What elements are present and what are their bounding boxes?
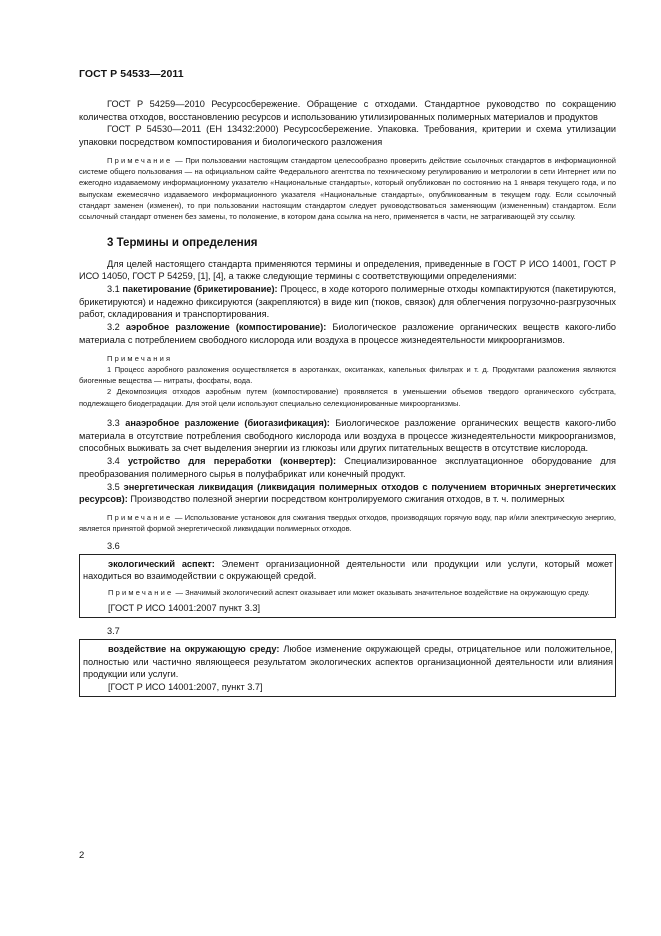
note-label: Примечание bbox=[108, 587, 174, 597]
term-definition: Элемент организационной деятельности или продукции или услуги, который может находиться во взаимодействии с окружающей средой. bbox=[83, 558, 614, 582]
term-name: устройство для переработки (конвертер): bbox=[128, 456, 337, 467]
term-number: 3.4 bbox=[107, 456, 120, 467]
term-3-7 bbox=[83, 643, 613, 681]
term-name: аэробное разложение (компостирование): bbox=[125, 322, 327, 333]
term-3-6-note bbox=[83, 587, 613, 598]
term-3-7-box bbox=[79, 639, 616, 697]
term-name: анаэробное разложение (биогазификация): bbox=[125, 418, 330, 428]
term-source: [ГОСТ Р ИСО 14001:2007, пункт 3.7] bbox=[108, 682, 263, 693]
reference-item: ГОСТ Р 54259—2010 Ресурсосбережение. Обращение с отходами. Стандартное руководство по сокращению количества отходов, восстановлению ресурсов и использованию утилизированных полимерных материалов и продуктов bbox=[79, 99, 616, 122]
term-definition: Любое изменение окружающей среды, отрицательное или положительное, полностью или частично являющееся результатом экологических аспектов организационной деятельности или влияния продукции или услуги. bbox=[83, 643, 613, 680]
note-text: — При пользовании настоящим стандартом целесообразно проверить действие ссылочных стандартов в информационной системе общего пользования — на официальном сайте Федерального агентства по техническому регулированию и метрологии в сети Интернет или по ежегодно издаваемому информационному указателю «Национальные стандарты», который опубликован по состоянию на 1 января текущего года, и по выпускам ежемесячно издаваемого информационного указателя «Национальные стандарты», опубликованным в текущем году. Если ссылочный стандарт заменен (изменен), то при пользовании настоящим стандартом следует руководствоваться заменяющим (измененным) стандартом. Если ссылочный стандарт отменен без замены, то положение, в котором дана ссылка на него, применяется в части, не затрагивающей эту ссылку. bbox=[79, 155, 616, 222]
document-header: ГОСТ Р 54533—2011 bbox=[79, 68, 184, 80]
note-item: 1 Процесс аэробного разложения осуществляется в аэротанках, окситанках, капельных фильтрах и т. д. Продуктами разложения являются биогенные вещества — нитраты, фосфаты, вода. bbox=[79, 364, 616, 386]
term-3-1 bbox=[79, 283, 616, 321]
note-text: — Значимый экологический аспект оказывает или может оказывать значительное воздействие на окружающую среду. bbox=[175, 587, 590, 597]
term-3-6 bbox=[83, 558, 613, 583]
notes-heading: Примечания bbox=[107, 353, 173, 363]
term-number: 3.3 bbox=[107, 418, 120, 428]
term-definition: Специализированное эксплуатационное оборудование для преобразования полимерного сырья в полуфабрикат или конечный продукт. bbox=[79, 456, 616, 479]
term-3-3 bbox=[79, 417, 616, 455]
term-definition: Биологическое разложение органических веществ какого-либо материала в отсутствие потребления свободного кислорода или воздуха в процессе жизнедеятельности микроорганизмов, способных выживать за счет выделения энергии из глюкозы или других питательных веществ в отсутствие кислорода. bbox=[79, 418, 617, 454]
term-name: энергетическая ликвидация (ликвидация полимерных отходов с получением вторичных энергетических ресурсов): bbox=[79, 481, 616, 505]
page-number: 2 bbox=[79, 850, 85, 861]
term-number: 3.5 bbox=[107, 481, 120, 492]
note-label: Примечание bbox=[107, 512, 173, 522]
term-3-2 bbox=[79, 321, 616, 346]
references-note bbox=[79, 155, 616, 223]
term-number: 3.6 bbox=[107, 540, 120, 551]
reference-item: ГОСТ Р 54530—2011 (ЕН 13432:2000) Ресурсосбережение. Упаковка. Требования, критерии и схема утилизации упаковки посредством компостирования и биологического разложения bbox=[79, 124, 616, 148]
term-definition: Биологическое разложение органических веществ какого-либо материала с потреблением свободного кислорода или воздуха в процессе жизнедеятельности микроорганизмов. bbox=[79, 322, 616, 345]
term-name: пакетирование (брикетирование): bbox=[122, 284, 278, 294]
page-content bbox=[79, 98, 616, 705]
note-item: 2 Декомпозиция отходов аэробным путем (компостирование) проявляется в уменьшении объемов твердого органического субстрата, подлежащего биодеградации. Для этой цели используют специально селекционированные микроорганизмы. bbox=[79, 387, 616, 408]
term-number: 3.7 bbox=[107, 625, 120, 636]
term-3-5-note bbox=[79, 512, 616, 535]
term-name: экологический аспект: bbox=[108, 558, 215, 569]
term-source: [ГОСТ Р ИСО 14001:2007 пункт 3.3] bbox=[108, 603, 261, 614]
term-name: воздействие на окружающую среду: bbox=[108, 643, 280, 654]
note-label: Примечание bbox=[107, 155, 173, 165]
section-title: 3 Термины и определения bbox=[107, 236, 258, 249]
term-definition: Производство полезной энергии посредством контролируемого сжигания отходов, в т. ч. полимерных bbox=[127, 494, 565, 505]
section-intro: Для целей настоящего стандарта применяются термины и определения, приведенные в ГОСТ Р ИСО 14001, ГОСТ Р ИСО 14050, ГОСТ Р 54259, [1], [4], а также следующие термины с соответствующими определениями: bbox=[79, 258, 616, 282]
term-3-6-box bbox=[79, 554, 616, 618]
term-number: 3.2 bbox=[107, 322, 120, 333]
term-3-5 bbox=[79, 481, 616, 506]
term-3-4 bbox=[79, 455, 616, 480]
term-number: 3.1 bbox=[107, 284, 120, 294]
term-definition: Процесс, в ходе которого полимерные отходы компактируются (пакетируются, брикетируются) и надежно фиксируются (закрепляются) в виде кип (тюков, связок) для облегчения погрузочно-разгрузочных работ, складирования и транспортирования. bbox=[79, 284, 616, 320]
note-text: — Использование установок для сжигания твердых отходов, производящих горячую воду, пар и/или электрическую энергию, является принятой формой энергетической ликвидации полимерных отходов. bbox=[79, 512, 616, 534]
